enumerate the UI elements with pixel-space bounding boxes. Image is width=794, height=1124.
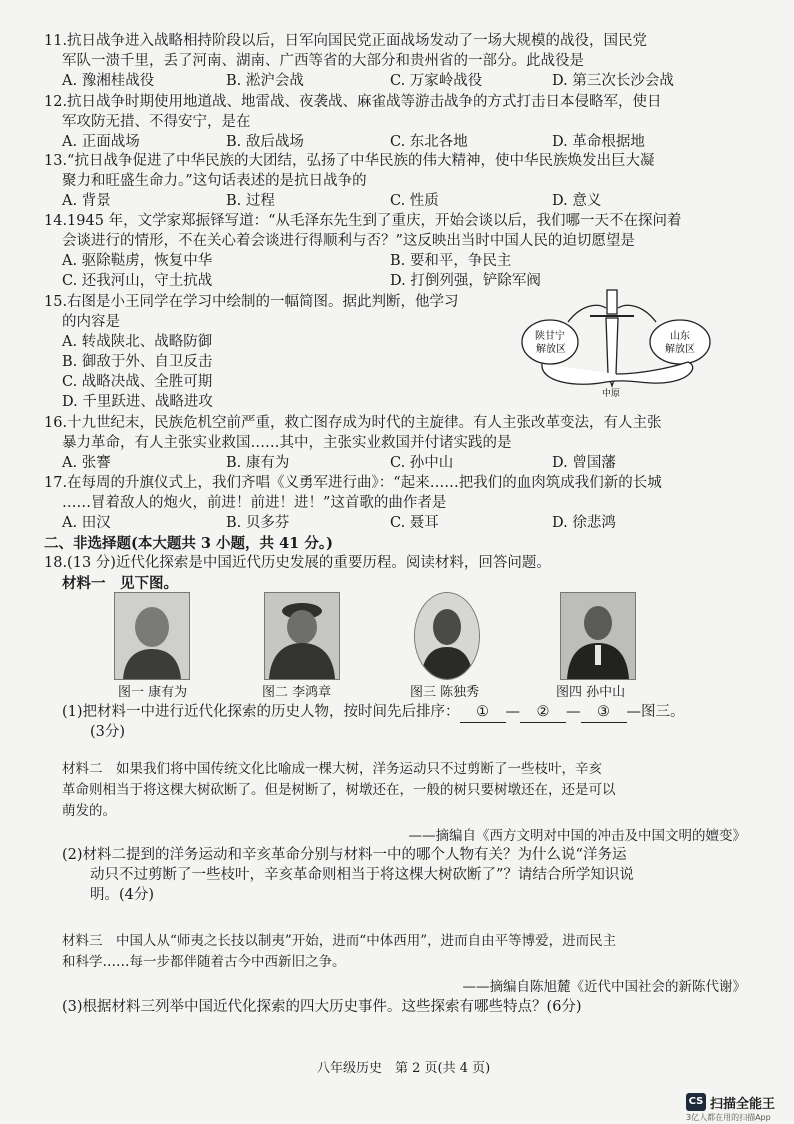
q18-part1-separator-2: — — [566, 704, 581, 720]
map-right-label-1: 山东 — [670, 331, 690, 342]
q12-option-a: A. 正面战场 — [62, 134, 140, 150]
q18-part1-separator-1: — — [505, 704, 521, 720]
answer-blank-1[interactable]: ① — [460, 703, 506, 723]
q18-part2-line3: 明。(4分) — [90, 887, 155, 903]
q17-option-a: A. 田汉 — [62, 515, 111, 531]
q11-line1: 11.抗日战争进入战略相持阶段以后，日军向国民党正面战场发动了一场大规模的战役，国民党 — [44, 33, 648, 49]
q18-part1-prompt: (1)把材料一中进行近代化探索的历史人物，按时间先后排序： — [62, 704, 460, 720]
q17-line1: 17.在每周的升旗仪式上，我们齐唱《义勇军进行曲》：“起来……把我们的血肉筑成我们新的长城 — [44, 475, 662, 491]
caption-fig2: 图二 李鸿章 — [262, 685, 332, 700]
caption-fig1: 图一 康有为 — [118, 685, 188, 700]
q15-option-d: D. 千里跃进、战略进攻 — [62, 394, 213, 410]
photo-li-hongzhang — [264, 592, 340, 680]
left-region-circle — [522, 320, 578, 364]
q14-option-a: A. 驱除鞑虏，恢复中华 — [62, 253, 213, 269]
right-arrow — [618, 305, 656, 322]
q14-line2: 会谈进行的情形，不在关心着会谈进行得顺利与否？”这反映出当时中国人民的迫切愿望是 — [62, 233, 635, 249]
photo-kang-youwei — [114, 592, 190, 680]
q14-option-c: C. 还我河山，守土抗战 — [62, 273, 213, 289]
q18-material1-label: 材料一 见下图。 — [62, 575, 178, 592]
q18-part3-line1: (3)根据材料三列举中国近代化探索的四大历史事件。这些探索有哪些特点？(6分) — [62, 999, 582, 1015]
caption-fig4: 图四 孙中山 — [556, 685, 626, 700]
q14-line1: 14.1945 年，文学家郑振铎写道：“从毛泽东先生到了重庆，开始会谈以后，我们哪一天不在探问着 — [44, 213, 682, 229]
map-left-label-2: 解放区 — [536, 344, 566, 355]
q15-option-a: A. 转战陕北、战略防御 — [62, 334, 213, 350]
answer-blank-3[interactable]: ③ — [581, 703, 627, 723]
q16-option-c: C. 孙中山 — [390, 455, 454, 471]
photo-sun-yatsen — [560, 592, 636, 680]
q15-line2: 的内容是 — [62, 314, 120, 330]
q16-line2: 暴力革命，有人主张实业救国……其中，主张实业救国并付诸实践的是 — [62, 435, 512, 451]
camscanner-logo-icon: CS — [686, 1093, 706, 1111]
q11-option-d: D. 第三次长沙会战 — [552, 73, 674, 89]
q18-material2-source: ——摘编自《西方文明对中国的冲击及中国文明的嬗变》 — [408, 828, 746, 844]
q16-option-d: D. 曾国藩 — [552, 455, 616, 471]
central-plains-region — [542, 362, 693, 384]
section-heading: 二、非选择题(本大题共 3 小题，共 41 分。) — [44, 535, 333, 552]
sword-handle — [607, 290, 617, 314]
q18-material2-line2: 革命则相当于将这棵大树砍断了。但是树断了，树墩还在，一般的树只要树墩还在，还是可以 — [62, 782, 616, 798]
q18-part1 — [62, 703, 685, 723]
q11-option-c: C. 万家岭战役 — [390, 73, 483, 89]
q17-option-c: C. 聂耳 — [390, 515, 439, 531]
answer-blank-2[interactable]: ② — [520, 703, 566, 723]
q14-option-b: B. 要和平，争民主 — [390, 253, 512, 269]
map-center-label: 中原 — [602, 389, 621, 399]
q16-line1: 16.十九世纪末，民族危机空前严重，救亡图存成为时代的主旋律。有人主张改革变法，有人主张 — [44, 415, 662, 431]
q18-intro: 18.(13 分)近代化探索是中国近代历史发展的重要历程。阅读材料，回答问题。 — [44, 555, 551, 571]
q18-part1-score: (3分) — [90, 724, 126, 740]
caption-fig3: 图三 陈独秀 — [410, 685, 480, 700]
q15-sketch-map — [520, 282, 750, 402]
camscanner-tagline: 3亿人都在用的扫描App — [686, 1113, 771, 1122]
q13-option-a: A. 背景 — [62, 193, 111, 209]
q17-option-b: B. 贝多芬 — [226, 515, 290, 531]
q12-line1: 12.抗日战争时期使用地道战、地雷战、夜袭战、麻雀战等游击战争的方式打击日本侵略军，使日 — [44, 94, 662, 110]
q12-option-c: C. 东北各地 — [390, 134, 468, 150]
q11-option-b: B. 淞沪会战 — [226, 73, 304, 89]
photo-chen-duxiu — [414, 592, 480, 680]
camscanner-name: 扫描全能王 — [710, 1097, 776, 1112]
q13-option-d: D. 意义 — [552, 193, 602, 209]
q16-option-b: B. 康有为 — [226, 455, 290, 471]
q13-line1: 13.“抗日战争促进了中华民族的大团结，弘扬了中华民族的伟大精神，使中华民族焕发出巨大凝 — [44, 153, 655, 169]
map-right-label-2: 解放区 — [665, 344, 695, 355]
q14-option-d: D. 打倒列强，铲除军阀 — [390, 273, 541, 289]
q15-option-c: C. 战略决战、全胜可期 — [62, 374, 213, 390]
q13-option-c: C. 性质 — [390, 193, 439, 209]
q18-material3-line2: 和科学……每一步都伴随着古今中西新旧之争。 — [62, 954, 346, 970]
q11-option-a: A. 豫湘桂战役 — [62, 73, 155, 89]
q17-line2: ……冒着敌人的炮火，前进！前进！进！”这首歌的曲作者是 — [62, 495, 447, 511]
q12-option-b: B. 敌后战场 — [226, 134, 304, 150]
q15-option-b: B. 御敌于外、自卫反击 — [62, 354, 213, 370]
q13-line2: 聚力和旺盛生命力。”这句话表述的是抗日战争的 — [62, 173, 367, 189]
left-arrow — [568, 305, 606, 322]
q18-material2-line3: 萌发的。 — [62, 803, 116, 819]
q18-part1-end: —图三。 — [626, 704, 685, 720]
q15-line1: 15.右图是小王同学在学习中绘制的一幅简图。据此判断，他学习 — [44, 294, 459, 310]
right-region-circle — [650, 320, 710, 364]
q18-material3-line1: 材料三 中国人从“师夷之长技以制夷”开始，进而“中体西用”，进而自由平等博爱，进而民主 — [62, 933, 617, 949]
q18-material2-line1: 材料二 如果我们将中国传统文化比喻成一棵大树，洋务运动只不过剪断了一些枝叶，辛亥 — [62, 761, 602, 777]
q18-part2-line2: 动只不过剪断了一些枝叶，辛亥革命则相当于将这棵大树砍断了”？请结合所学知识说 — [90, 867, 634, 883]
q12-line2: 军攻防无措、不得安宁，是在 — [62, 114, 251, 130]
q11-line2: 军队一溃千里，丢了河南、湖南、广西等省的大部分和贵州省的一部分。此战役是 — [62, 53, 584, 69]
q18-material3-source: ——摘编自陈旭麓《近代中国社会的新陈代谢》 — [462, 979, 746, 995]
q18-part2-line1: (2)材料二提到的洋务运动和辛亥革命分别与材料一中的哪个人物有关？为什么说“洋务运 — [62, 847, 627, 863]
q17-option-d: D. 徐悲鸿 — [552, 515, 616, 531]
map-left-label-1: 陕甘宁 — [535, 331, 565, 342]
q12-option-d: D. 革命根据地 — [552, 134, 645, 150]
page-footer: 八年级历史 第 2 页(共 4 页) — [317, 1061, 491, 1076]
q16-option-a: A. 张謇 — [62, 455, 111, 471]
q13-option-b: B. 过程 — [226, 193, 275, 209]
